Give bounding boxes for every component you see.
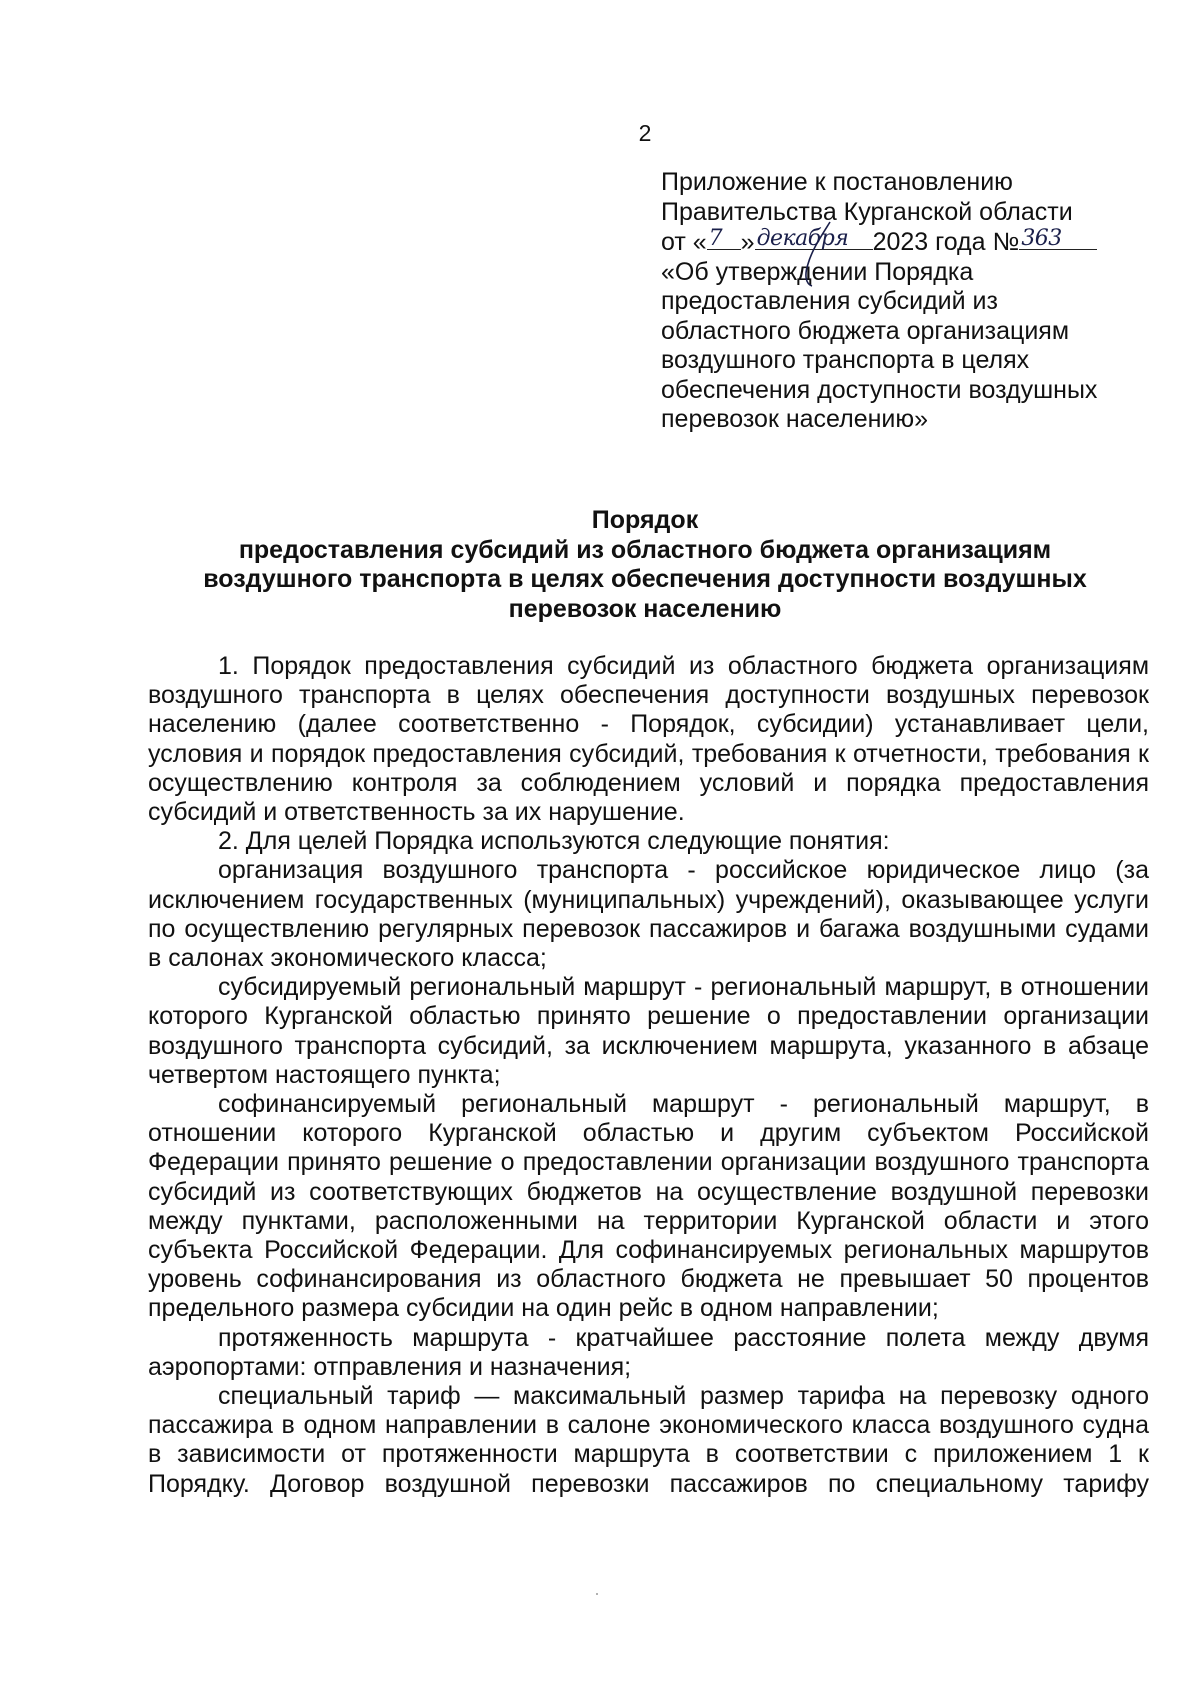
paragraph: софинансируемый региональный маршрут - региональный маршрут, в отношении которого Курганской областью и другим субъектом Российской Федерации принято решение о предоставлении организации воздушного транспорта субсидий из соответствующих бюджетов на осуществление воздушной перевозки между пунктами, расположенными на территории Курганской области и этого субъекта Российской Федерации. Для софинансируемых региональных маршрутов уровень софинансирования из областного бюджета не превышает 50 процентов предельного размера субсидии на один рейс в одном направлении; (148, 1090, 1149, 1323)
annex-title-line: предоставления субсидий из (661, 287, 998, 315)
document-title (100, 506, 1190, 624)
paragraph: 1. Порядок предоставления субсидий из областного бюджета организациям воздушного транспорта в целях обеспечения доступности воздушных перевозок населению (далее соответственно - Порядок, субсидии) устанавливает цели, условия и порядок предоставления субсидий, требования к отчетности, требования к осуществлению контроля за соблюдением условий и порядка предоставления субсидий и ответственность за их нарушение. (148, 652, 1149, 827)
scan-speck (596, 1593, 598, 1595)
annex-title-line: воздушного транспорта в целях (661, 346, 1030, 374)
annex-line-2: Правительства Курганской области (661, 197, 1073, 226)
paragraph: специальный тариф — максимальный размер тарифа на перевозку одного пассажира в одном направлении в салоне экономического класса воздушного судна в зависимости от протяженности маршрута в соответствии с приложением 1 к Порядку. Договор воздушной перевозки пассажиров по специальному тарифу (148, 1382, 1149, 1498)
document-title-line: перевозок населению (508, 594, 782, 623)
annex-line-1: Приложение к постановлению (661, 168, 1013, 196)
annex-date-line (661, 227, 1181, 258)
paragraph: субсидируемый региональный маршрут - региональный маршрут, в отношении которого Курганской областью принято решение о предоставлении организации воздушного транспорта субсидий, за исключением маршрута, указанного в абзаце четвертом настоящего пункта; (148, 973, 1149, 1089)
annex-title-line: «Об утверждении Порядка (661, 257, 974, 286)
page-number: 2 (638, 120, 652, 146)
day-field (707, 227, 741, 250)
year-text: 2023 года № (872, 228, 1020, 256)
annex-block (661, 168, 1181, 435)
handwritten-stroke (790, 218, 850, 290)
annex-title-line: областного бюджета организациям (661, 316, 1070, 345)
annex-title (661, 258, 1181, 435)
date-prefix: от « (661, 228, 707, 256)
number-handwritten: 363 (1021, 225, 1062, 251)
document-title-line: предоставления субсидий из областного бюджета организациям (238, 535, 1052, 564)
document-title-line: воздушного транспорта в целях обеспечения доступности воздушных (203, 565, 1087, 593)
annex-title-line: обеспечения доступности воздушных (661, 375, 1098, 404)
annex-title-line: перевозок населению» (661, 405, 929, 433)
document-heading: Порядок (591, 506, 699, 534)
day-handwritten: 7 (708, 225, 723, 251)
date-mid: » (740, 228, 755, 256)
paragraph: протяженность маршрута - кратчайшее расстояние полета между двумя аэропортами: отправления и назначения; (148, 1323, 1149, 1381)
document-body (148, 652, 1149, 1499)
paragraph: 2. Для целей Порядка используются следующие понятия: (218, 827, 890, 856)
number-field (1019, 227, 1097, 250)
month-handwritten: декабря (756, 225, 849, 251)
paragraph: организация воздушного транспорта - российское юридическое лицо (за исключением государственных (муниципальных) учреждений), оказывающее услуги по осуществлению регулярных перевозок пассажиров и багажа воздушными судами в салонах экономического класса; (148, 856, 1149, 973)
